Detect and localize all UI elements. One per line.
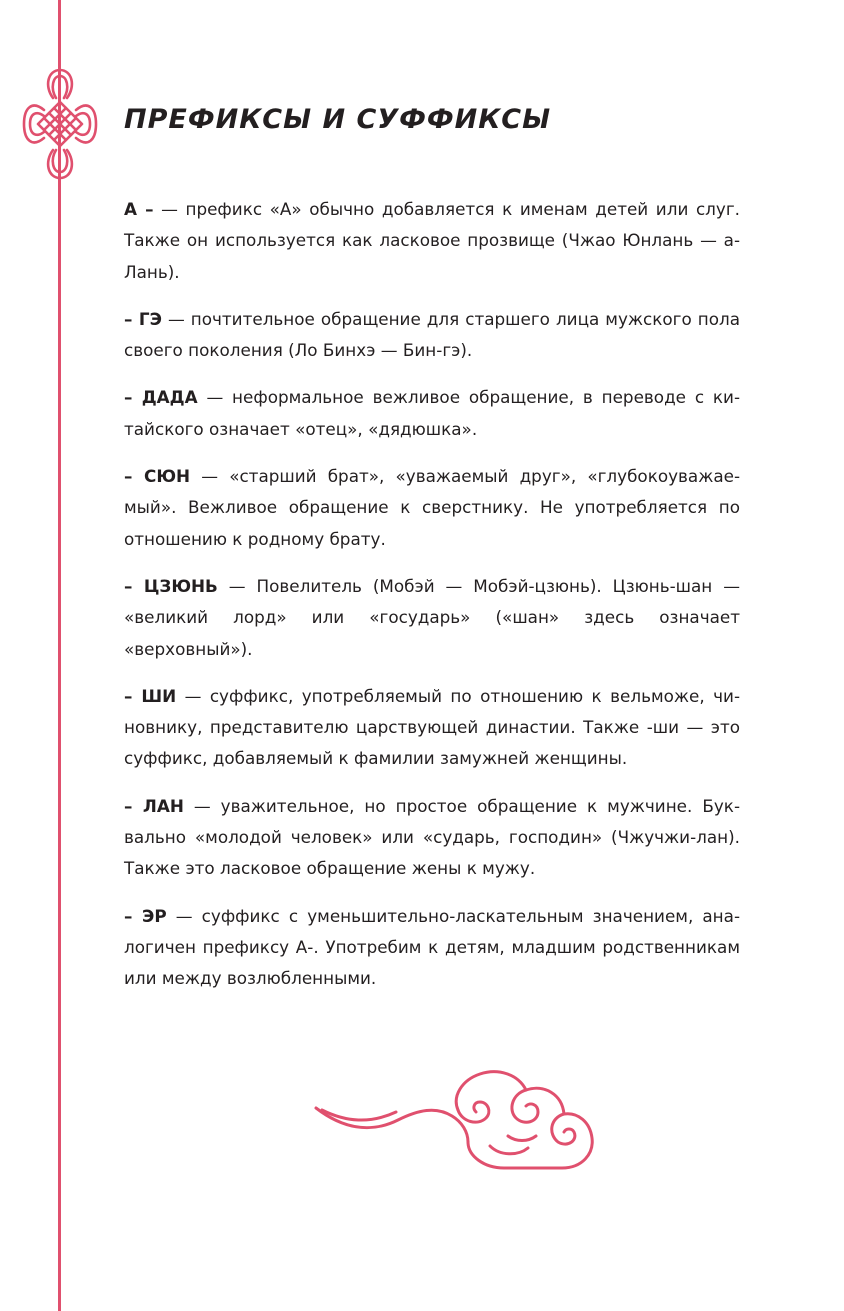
glossary-entry-syun — [124, 461, 740, 555]
entry-term: – ГЭ — [124, 308, 162, 329]
entry-term: – ЛАН — [124, 795, 184, 816]
glossary-entry-er — [124, 901, 740, 995]
entry-term: – ЭР — [124, 905, 167, 926]
entry-text: — почтительное обращение для старшего лица мужского пола своего поколения (Ло Бинхэ — Бин-гэ). — [124, 308, 740, 361]
endless-knot-icon — [22, 62, 98, 186]
glossary-entry-a — [124, 194, 740, 288]
entry-text: — неформальное вежливое обращение, в переводе с китайского означает «отец», «дядюшка». — [124, 387, 740, 439]
entry-text: — уважительное, но простое обращение к мужчине. Буквально «молодой человек» или «сударь, господин» (Чжучжи-лан). Также это ласковое обращение жены к мужу. — [124, 795, 740, 879]
entry-text: — «старший брат», «уважаемый друг», «глубокоуважаемый». Вежливое обращение к сверстнику. Не употребляется по отношению к родному брату. — [124, 466, 740, 549]
entry-text: — суффикс, употребляемый по отношению к вельможе, чиновнику, представителю царствующей династии. Также -ши — это суффикс, добавляемый к фамилии замужней женщины. — [124, 685, 740, 769]
entry-term: – ДАДА — [124, 387, 198, 408]
entry-term: – ШИ — [124, 685, 177, 706]
glossary-entry-dada — [124, 382, 740, 445]
glossary-entry-tszyun — [124, 571, 740, 665]
glossary-list — [124, 194, 740, 1011]
vertical-decorative-line — [58, 0, 61, 1311]
page-title: ПРЕФИКСЫ И СУФФИКСЫ — [124, 104, 552, 135]
entry-text: — префикс «А» обычно добавляется к именам детей или слуг. Также он используется как ласковое прозвище (Чжао Юнлань — а-Лань). — [124, 199, 740, 282]
entry-term: – СЮН — [124, 466, 191, 487]
entry-text: — суффикс с уменьшительно-ласкательным значением, аналогичен префиксу А-. Употребим к детям, младшим родственникам или между возлюбленными. — [124, 905, 740, 989]
entry-term: А – — [124, 199, 154, 219]
entry-term: – ЦЗЮНЬ — [124, 575, 218, 596]
glossary-entry-ge — [124, 304, 740, 367]
entry-text: — Повелитель (Мобэй — Мобэй-цзюнь). Цзюнь-шан — «великий лорд» или «государь» («шан» здесь означает «верховный»). — [124, 575, 740, 659]
glossary-entry-lan — [124, 791, 740, 885]
cloud-icon — [312, 1060, 602, 1180]
glossary-entry-shi — [124, 681, 740, 775]
